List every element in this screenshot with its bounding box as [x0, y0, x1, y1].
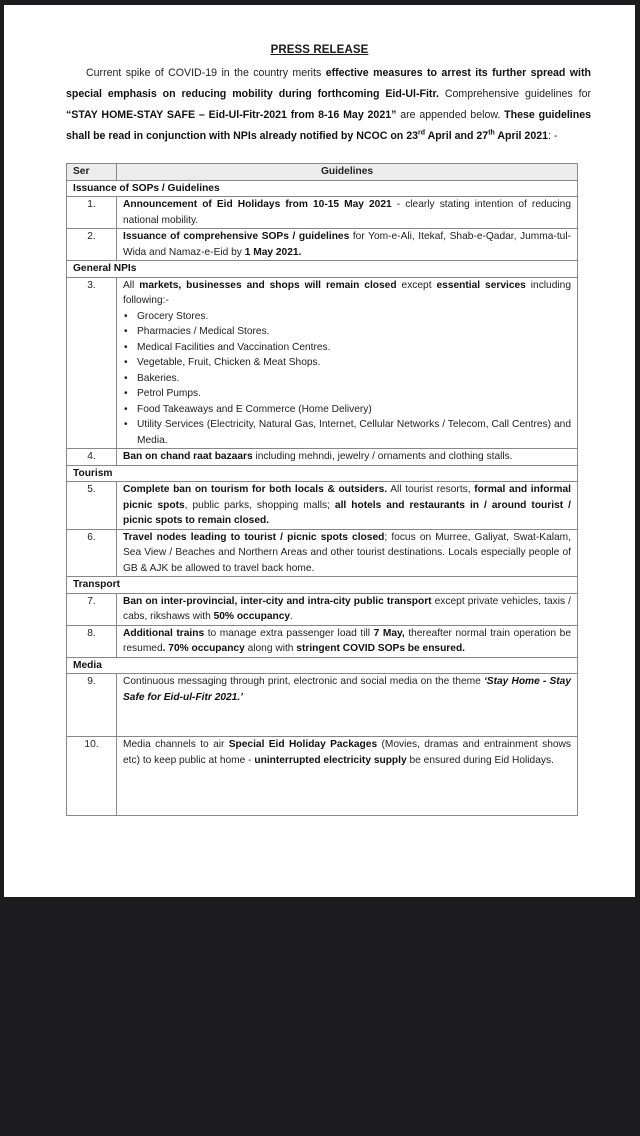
bold-text: uninterrupted electricity supply	[254, 754, 407, 766]
section-row	[67, 657, 578, 674]
table-header-row	[67, 164, 578, 181]
intro-bold: April and 27	[425, 130, 489, 142]
ser-number: 1.	[67, 197, 117, 229]
bold-text: . 70% occupancy	[162, 643, 245, 654]
table-row	[67, 277, 578, 449]
bold-text: stringent COVID SOPs be ensured.	[296, 643, 465, 654]
document-page	[4, 5, 635, 897]
bold-text: 7 May,	[373, 627, 405, 639]
intro-bold: These guidelines shall be read in conjunction with NPIs already notified by NCOC on 23	[66, 109, 591, 142]
guidelines-table	[66, 163, 578, 816]
plain-text: except	[396, 279, 437, 291]
bold-text: 1 May 2021.	[244, 246, 302, 258]
section-row	[67, 180, 578, 197]
table-row	[67, 482, 578, 530]
bold-text: Travel nodes leading to tourist / picnic spots closed	[123, 531, 385, 543]
plain-text: (Movies, dramas and entrainment shows etc) to keep public at home -	[123, 739, 571, 766]
guideline-text	[117, 529, 578, 577]
table-row	[67, 449, 578, 466]
section-media: Media	[67, 657, 578, 674]
list-item: • Food Takeaways and E Commerce (Home Delivery)	[123, 402, 571, 418]
guideline-text	[117, 737, 578, 816]
section-transport: Transport	[67, 577, 578, 594]
intro-bold: April 2021	[494, 130, 549, 142]
plain-text: to manage extra passenger load till	[204, 627, 374, 639]
bold-text: markets, businesses and shops will remain closed	[139, 279, 397, 291]
intro-bold: effective measures to arrest its further spread with special emphasis on reducing mobility during forthcoming Eid-Ul-Fitr.	[66, 67, 591, 100]
plain-text: along with	[244, 643, 297, 654]
bold-text: Ban on chand raat bazaars	[123, 451, 253, 462]
plain-text: for Yom-e-Ali, Itekaf, Shab-e-Qadar, Jumma-tul-Wida and Namaz-e-Eid by	[123, 231, 571, 258]
campaign-title: “STAY HOME-STAY SAFE – Eid-Ul-Fitr-2021 from 8-16 May 2021”	[66, 109, 397, 121]
section-row	[67, 465, 578, 482]
plain-text: including following:-	[123, 279, 571, 306]
bold-text: formal and informal picnic spots	[123, 484, 571, 511]
list-item: • Bakeries.	[123, 371, 571, 387]
section-row	[67, 577, 578, 594]
bold-text: all hotels and restaurants in / around tourist / picnic spots to remain closed.	[123, 499, 571, 526]
guideline-text	[117, 482, 578, 530]
guideline-text	[117, 277, 578, 449]
ser-number: 2.	[67, 229, 117, 261]
table-row	[67, 229, 578, 261]
table-row	[67, 737, 578, 816]
essential-services-list	[123, 309, 571, 449]
ser-number: 7.	[67, 593, 117, 625]
table-row	[67, 674, 578, 737]
table-row	[67, 593, 578, 625]
plain-text: , public parks, shopping malls;	[184, 499, 335, 511]
table-row	[67, 197, 578, 229]
guideline-text	[117, 197, 578, 229]
bold-text: Special Eid Holiday Packages	[228, 739, 378, 750]
ser-number: 3.	[67, 277, 117, 449]
header-guidelines: Guidelines	[117, 164, 578, 181]
plain-text: All tourist resorts,	[387, 484, 475, 495]
plain-text: - clearly stating intention of reducing national mobility.	[123, 199, 571, 226]
plain-text: including mehndi, jewelry / ornaments and clothing stalls.	[252, 451, 513, 462]
intro-text: are appended below.	[396, 109, 505, 121]
list-item: • Petrol Pumps.	[123, 386, 571, 402]
bold-italic-text: ‘Stay Home - Stay Safe for Eid-ul-Fitr 2021.’	[123, 676, 571, 703]
bold-text: 50% occupancy	[213, 611, 291, 622]
ser-number: 9.	[67, 674, 117, 737]
ser-number: 5.	[67, 482, 117, 530]
table-row	[67, 625, 578, 657]
intro-text: Current spike of COVID-19 in the country merits	[86, 67, 326, 79]
section-sops: Issuance of SOPs / Guidelines	[67, 180, 578, 197]
guideline-text	[117, 229, 578, 261]
section-row	[67, 261, 578, 278]
intro-text: : -	[548, 130, 558, 142]
list-item: • Pharmacies / Medical Stores.	[123, 324, 571, 340]
guideline-text	[117, 625, 578, 657]
bold-text: Issuance of comprehensive SOPs / guidelines	[123, 231, 350, 242]
table-row	[67, 529, 578, 577]
bold-text: Complete ban on tourism for both locals & outsiders.	[123, 484, 388, 495]
section-npis: General NPIs	[67, 261, 578, 278]
ser-number: 4.	[67, 449, 117, 466]
list-item: • Utility Services (Electricity, Natural Gas, Internet, Cellular Networks / Telecom, Call Centres) and Media.	[123, 417, 571, 448]
superscript: rd	[418, 129, 426, 137]
plain-text: except private vehicles, taxis / cabs, rikshaws with	[123, 595, 571, 622]
plain-text: ; focus on Murree, Galiyat, Swat-Kalam, Sea View / Beaches and Northern Areas and other tourist destinations. Locals especially people of GB & AJK be allowed to travel back home.	[123, 531, 571, 574]
plain-text: Media channels to air	[123, 739, 229, 750]
press-release-title: PRESS RELEASE	[270, 44, 369, 56]
bold-text: Announcement of Eid Holidays from 10-15 May 2021	[123, 199, 392, 210]
plain-text: .	[290, 611, 293, 622]
ser-number: 8.	[67, 625, 117, 657]
list-item: • Grocery Stores.	[123, 309, 571, 325]
list-item: • Vegetable, Fruit, Chicken & Meat Shops.	[123, 355, 571, 371]
plain-text: thereafter normal train operation be resumed	[123, 627, 572, 654]
bold-text: essential services	[436, 279, 526, 291]
list-item: • Medical Facilities and Vaccination Centres.	[123, 340, 571, 356]
header-ser: Ser	[67, 164, 117, 181]
ser-number: 10.	[67, 737, 117, 816]
guideline-text	[117, 593, 578, 625]
bold-text: Ban on inter-provincial, inter-city and intra-city public transport	[123, 595, 432, 607]
section-tourism: Tourism	[67, 465, 578, 482]
guideline-text	[117, 449, 578, 466]
intro-text: Comprehensive guidelines for	[438, 88, 592, 100]
ser-number: 6.	[67, 529, 117, 577]
plain-text: be ensured during Eid Holidays.	[406, 754, 554, 766]
plain-text: All	[123, 279, 140, 291]
plain-text: Continuous messaging through print, electronic and social media on the theme	[123, 676, 484, 687]
intro-paragraph	[66, 63, 591, 147]
guideline-text	[117, 674, 578, 737]
superscript: th	[488, 129, 495, 137]
bold-text: Additional trains	[123, 627, 205, 639]
